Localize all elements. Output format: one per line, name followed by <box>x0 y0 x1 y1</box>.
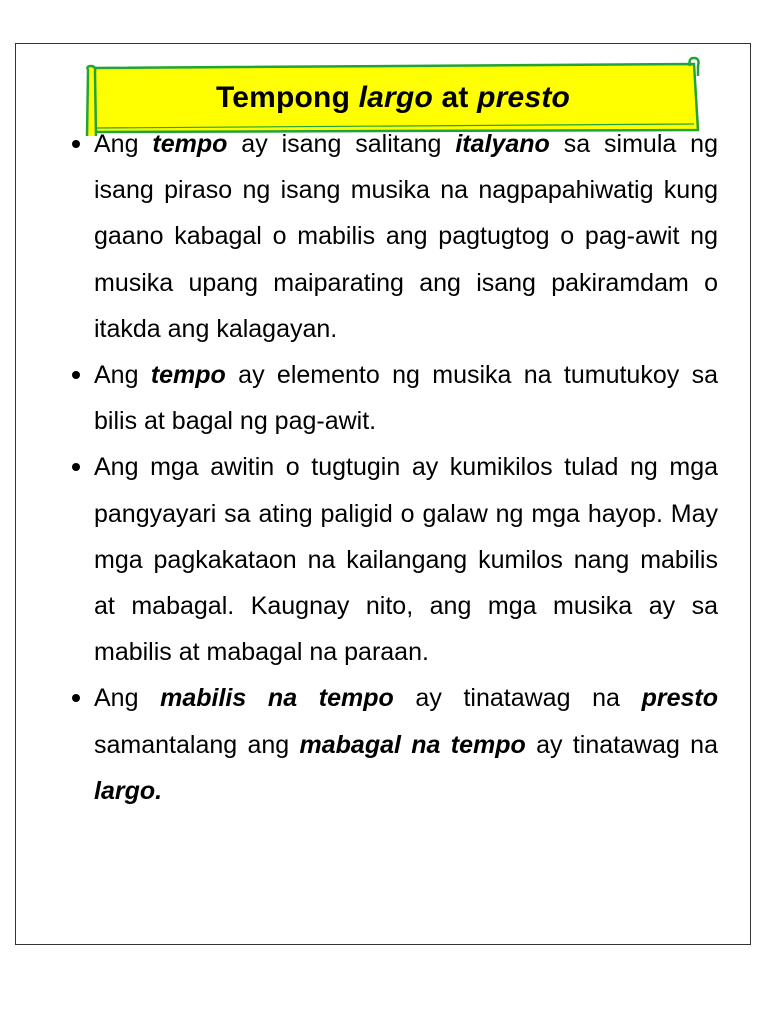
bullet-dot-icon <box>72 140 80 148</box>
emphasis-term: mabilis na tempo <box>160 684 394 713</box>
emphasis-term: presto <box>641 684 718 713</box>
text-run: ay isang salitang <box>227 130 456 158</box>
text-run: Ang <box>94 130 153 158</box>
title-part-3: at <box>433 81 478 114</box>
title-part-1: Tempong <box>215 81 359 114</box>
bullet-item-3 <box>94 444 718 675</box>
text-run: sa simula ng isang piraso ng isang musika na nagpapahiwatig kung gaano kabagal o mabilis ang pagtugtog o pag-awit ng musika upang maiparating ang isang pakiramdam o itakda ang kalagayan. <box>94 130 718 343</box>
title-term-largo: largo <box>358 81 433 114</box>
emphasis-term: largo. <box>94 776 163 805</box>
bullet-item-1 <box>94 121 718 352</box>
emphasis-term: tempo <box>150 361 226 390</box>
emphasis-term: italyano <box>455 130 550 158</box>
text-run: Ang <box>94 361 151 390</box>
bullet-list <box>94 121 718 814</box>
text-run: ay tinatawag na <box>525 730 718 759</box>
text-run: Ang <box>94 684 161 713</box>
emphasis-term: mabagal na tempo <box>299 730 526 759</box>
bullet-item-4 <box>94 675 718 814</box>
text-run: samantalang ang <box>94 730 300 759</box>
text-run: Ang mga awitin o tugtugin ay kumikilos tulad ng mga pangyayari sa ating paligid o galaw ng mga hayop. May mga pagkakataon na kailangang kumilos nang mabilis at mabagal. Kaugnay nito, ang mga musika ay sa mabilis at mabagal na paraan. <box>94 453 718 667</box>
bullet-dot-icon <box>72 371 80 379</box>
emphasis-term: tempo <box>152 130 228 158</box>
bullet-item-2 <box>94 352 718 444</box>
text-run: ay elemento ng musika na tumutukoy sa bilis at bagal ng pag-awit. <box>94 361 718 436</box>
page-title <box>82 78 704 118</box>
text-run: ay tinatawag na <box>393 684 642 713</box>
title-term-presto: presto <box>477 81 571 114</box>
